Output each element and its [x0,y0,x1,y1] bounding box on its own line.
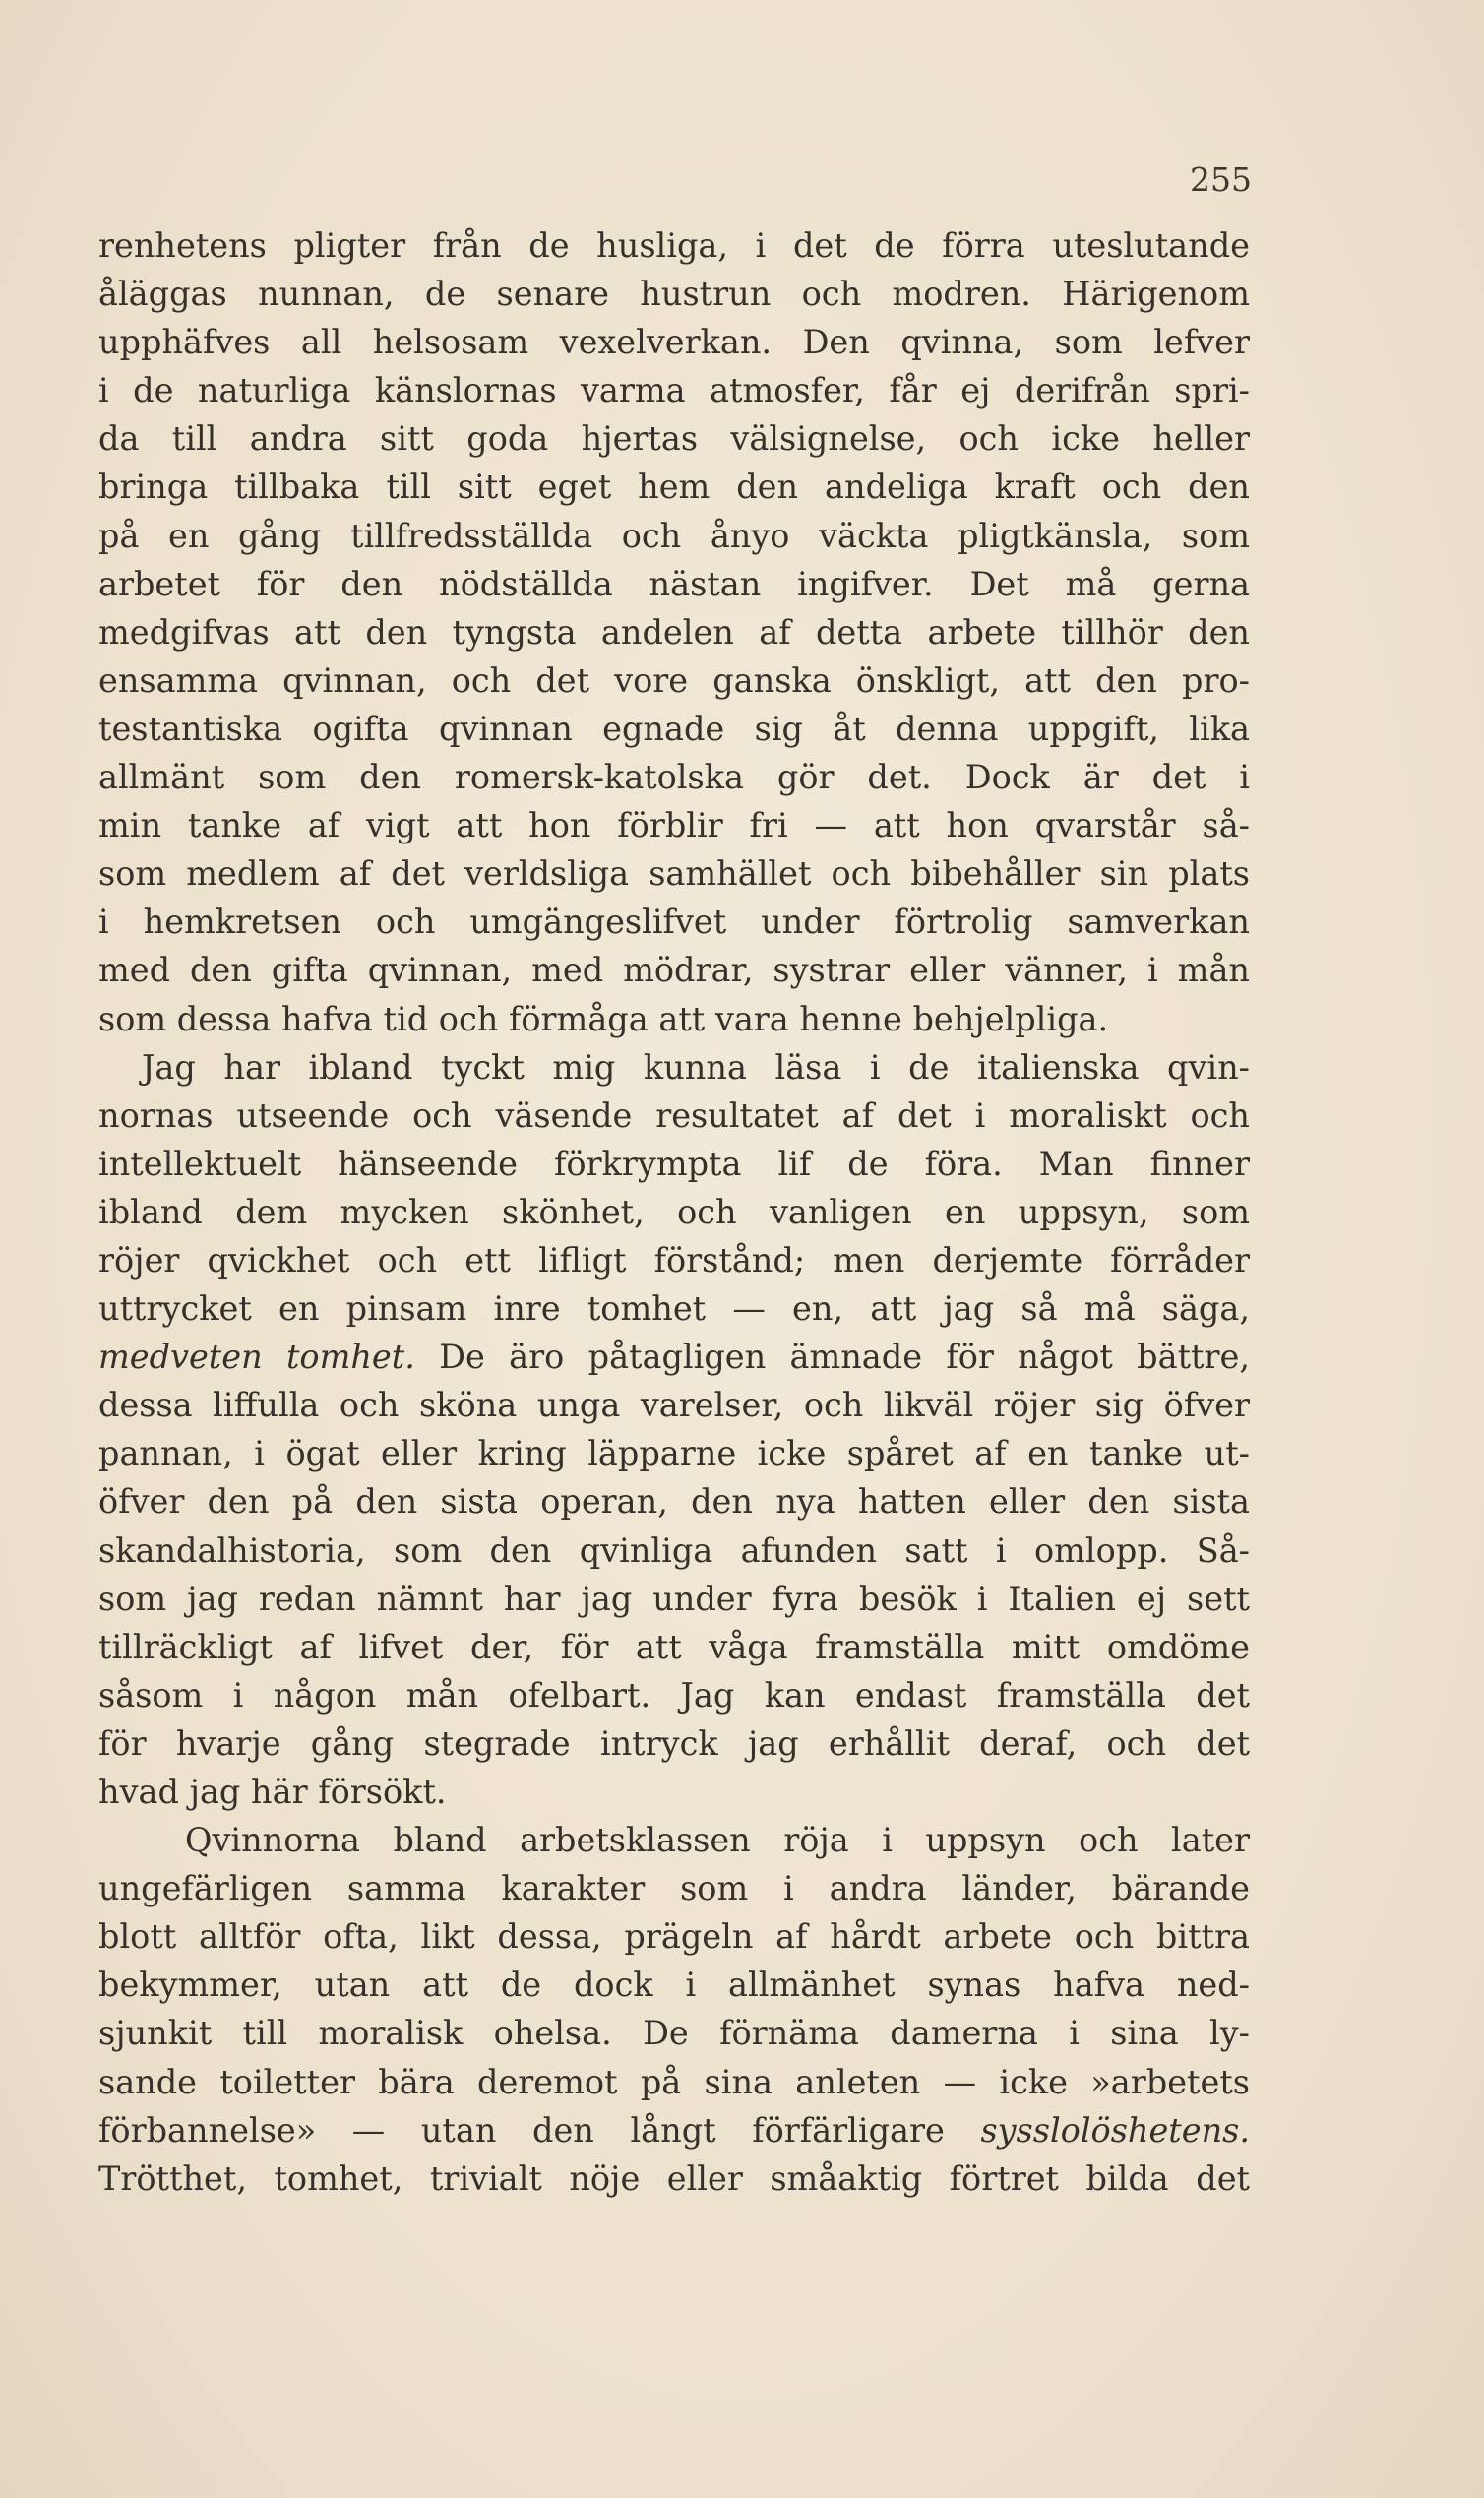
text-segment: i de naturliga känslornas varma atmosfer, får ej derifrån spri- [98,371,1250,410]
text-segment: min tanke af vigt att hon förblir fri — att hon qvarstår så- [98,806,1250,845]
text-line [98,414,1250,463]
text-line [98,1429,1250,1477]
text-line [98,221,1250,270]
text-segment: som dessa hafva tid och förmåga att vara henne behjelpliga. [98,999,1109,1038]
text-segment: bekymmer, utan att de dock i allmänhet synas hafva ned- [98,1966,1250,2005]
text-line [98,898,1250,946]
body-text [98,221,1250,2203]
text-line [98,608,1250,656]
text-segment: Trötthet, tomhet, trivialt nöje eller småaktig förtret bilda det [98,2158,1250,2198]
text-line [98,366,1250,414]
text-segment: uttrycket en pinsam inre tomhet — en, att jag så må säga, [98,1289,1250,1329]
text-segment: såsom i någon mån ofelbart. Jag kan endast framställa det [98,1675,1250,1715]
italic-text: sysslolöshetens. [980,2110,1250,2150]
text-segment: ibland dem mycken skönhet, och vanligen en uppsyn, som [98,1192,1250,1231]
text-segment: Qvinnorna bland arbetsklassen röja i uppsyn och later [185,1821,1250,1860]
text-line [98,1527,1250,1575]
text-segment: på en gång tillfredsställda och ånyo väckta pligtkänsla, som [98,516,1250,555]
text-line [98,1671,1250,1719]
text-segment: nornas utseende och väsende resultatet af det i moraliskt och [98,1095,1250,1135]
text-line [98,1333,1250,1381]
text-line [98,995,1250,1043]
text-line [98,1816,1250,1864]
text-line [98,270,1250,318]
text-line [98,1284,1250,1333]
text-line [98,1912,1250,1961]
text-segment: De äro påtagligen ämnade för något bättre, [414,1338,1250,1377]
text-segment: i hemkretsen och umgängeslifvet under förtrolig samverkan [98,903,1250,942]
text-segment: arbetet för den nödställda nästan ingifver. Det må gerna [98,564,1250,603]
text-segment: för hvarje gång stegrade intryck jag erhållit deraf, och det [98,1723,1250,1763]
text-segment: da till andra sitt goda hjertas välsignelse, och icke heller [98,419,1250,459]
text-segment: renhetens pligter från de husliga, i det de förra uteslutande [98,226,1250,265]
text-segment: bringa tillbaka till sitt eget hem den andeliga kraft och den [98,468,1250,507]
text-line [98,1768,1250,1816]
text-segment: röjer qvickhet och ett lifligt förstånd; men derjemte förråder [98,1240,1250,1280]
text-line [98,1961,1250,2009]
text-segment: sjunkit till moralisk ohelsa. De förnäma damerna i sina ly- [98,2014,1250,2053]
page-number: 255 [1190,160,1252,199]
text-segment: intellektuelt hänseende förkrympta lif de föra. Man finner [98,1144,1250,1183]
text-segment: med den gifta qvinnan, med mödrar, systrar eller vänner, i mån [98,951,1250,990]
text-line [98,2155,1250,2203]
text-line [98,318,1250,366]
text-line [98,1043,1250,1092]
text-line [98,656,1250,705]
text-line [98,1188,1250,1236]
text-segment: ensamma qvinnan, och det vore ganska önskligt, att den pro- [98,660,1250,700]
text-line [98,753,1250,801]
text-line [98,705,1250,753]
text-line [98,2058,1250,2106]
text-line [98,946,1250,994]
text-segment: förbannelse» — utan den långt förfärligare [98,2110,981,2150]
text-line [98,1381,1250,1429]
text-segment: skandalhistoria, som den qvinliga afunden satt i omlopp. Så- [98,1530,1250,1570]
text-line [98,2009,1250,2057]
text-segment: dessa liffulla och sköna unga varelser, och likväl röjer sig öfver [98,1386,1250,1425]
text-segment: som medlem af det verldsliga samhället och bibehåller sin plats [98,854,1250,894]
text-segment: upphäfves all helsosam vexelverkan. Den qvinna, som lefver [98,323,1250,362]
text-line [98,2106,1250,2155]
text-segment: pannan, i ögat eller kring läpparne icke spåret af en tanke ut- [98,1434,1250,1473]
text-line [98,801,1250,849]
text-segment: öfver den på den sista operan, den nya hatten eller den sista [98,1482,1250,1522]
text-line [98,849,1250,898]
text-segment: Jag har ibland tyckt mig kunna läsa i de italienska qvin- [142,1047,1250,1087]
text-line [98,463,1250,511]
italic-text: medveten tomhet. [98,1338,415,1377]
text-line [98,560,1250,608]
text-segment: hvad jag här försökt. [98,1773,447,1811]
text-line [98,1623,1250,1671]
text-line [98,1575,1250,1623]
text-segment: medgifvas att den tyngsta andelen af detta arbete tillhör den [98,612,1250,652]
text-segment: tillräckligt af lifvet der, för att våga framställa mitt omdöme [98,1627,1250,1666]
text-segment: allmänt som den romersk-katolska gör det. Dock är det i [98,758,1250,797]
text-segment: sande toiletter bära deremot på sina anleten — icke »arbetets [98,2062,1250,2101]
text-line [98,1140,1250,1188]
text-line [98,512,1250,560]
text-segment: blott alltför ofta, likt dessa, prägeln af hårdt arbete och bittra [98,1917,1250,1957]
text-segment: ungefärligen samma karakter som i andra länder, bärande [98,1869,1250,1908]
text-line [98,1719,1250,1768]
text-segment: som jag redan nämnt har jag under fyra besök i Italien ej sett [98,1579,1250,1618]
text-line [98,1236,1250,1284]
text-line [98,1092,1250,1140]
text-segment: testantiska ogifta qvinnan egnade sig åt denna uppgift, lika [98,709,1250,748]
text-line [98,1477,1250,1526]
text-line [98,1864,1250,1912]
text-segment: åläggas nunnan, de senare hustrun och modren. Härigenom [98,275,1250,314]
